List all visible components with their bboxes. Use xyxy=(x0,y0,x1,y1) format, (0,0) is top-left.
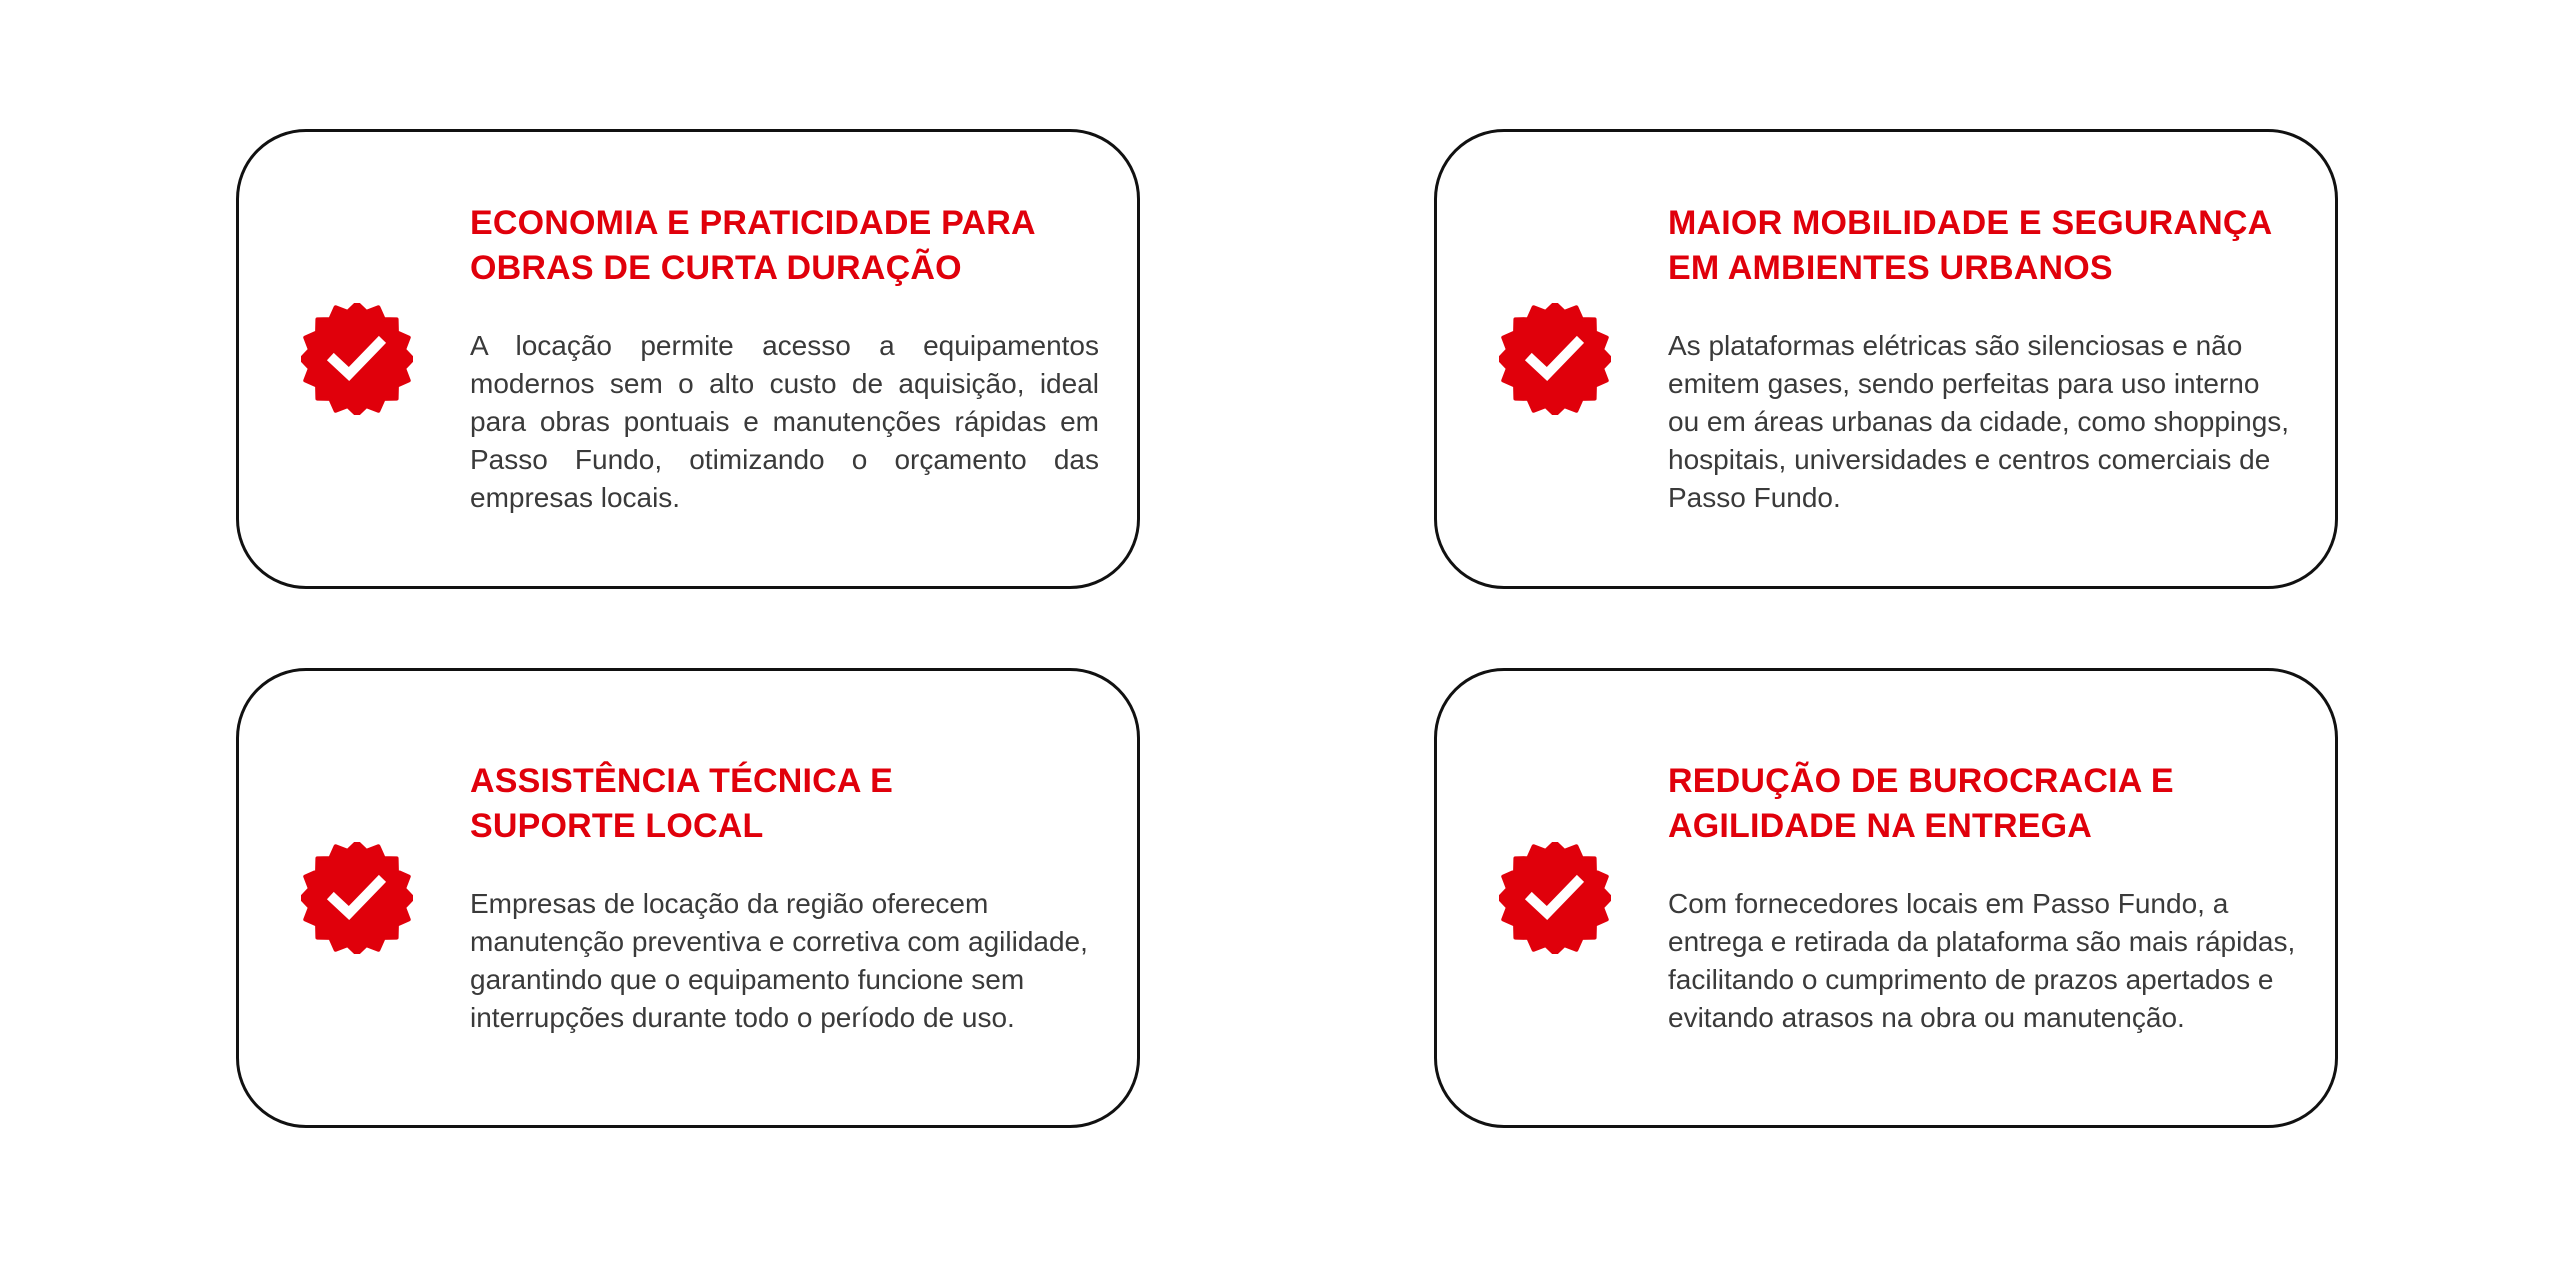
card-title-line-1: ECONOMIA E PRATICIDADE PARA xyxy=(470,204,1036,242)
card-description: A locação permite acesso a equipamentos modernos sem o alto custo de aquisição, ideal para obras pontuais e manutenções rápidas em Passo Fundo, otimizando o orçamento das empresas locais. xyxy=(470,330,1099,513)
card-title-line-2: EM AMBIENTES URBANOS xyxy=(1668,249,2113,287)
card-title-line-1: ASSISTÊNCIA TÉCNICA E xyxy=(470,762,893,800)
benefit-card-assistencia xyxy=(236,668,1140,1128)
card-description: As plataformas elétricas são silenciosas e não emitem gases, sendo perfeitas para uso interno ou em áreas urbanas da cidade, como shoppings, hospitais, universidades e centros comerciais de Passo Fundo. xyxy=(1668,330,2290,513)
card-title-line-1: REDUÇÃO DE BUROCRACIA E xyxy=(1668,762,2174,800)
card-title-line-2: SUPORTE LOCAL xyxy=(470,807,764,845)
card-title xyxy=(470,759,1099,849)
benefit-card-burocracia xyxy=(1434,668,2338,1128)
benefit-card-economia xyxy=(236,129,1140,589)
check-badge-icon xyxy=(301,842,413,954)
card-title-line-1: MAIOR MOBILIDADE E SEGURANÇA xyxy=(1668,204,2273,242)
card-title xyxy=(1668,201,2297,291)
check-badge-icon xyxy=(1499,842,1611,954)
card-content xyxy=(1668,759,2297,1037)
card-title-line-2: OBRAS DE CURTA DURAÇÃO xyxy=(470,249,962,287)
card-description: Empresas de locação da região oferecem manutenção preventiva e corretiva com agilidade, garantindo que o equipamento funcione sem interrupções durante todo o período de uso. xyxy=(470,888,1088,1033)
card-title xyxy=(1668,759,2297,849)
card-content xyxy=(1668,201,2297,517)
check-badge-icon xyxy=(1499,303,1611,415)
card-title-line-2: AGILIDADE NA ENTREGA xyxy=(1668,807,2092,845)
card-title xyxy=(470,201,1099,291)
card-description: Com fornecedores locais em Passo Fundo, a entrega e retirada da plataforma são mais rápidas, facilitando o cumprimento de prazos apertados e evitando atrasos na obra ou manutenção. xyxy=(1668,888,2296,1033)
card-content xyxy=(470,201,1099,517)
check-badge-icon xyxy=(301,303,413,415)
benefit-card-mobilidade xyxy=(1434,129,2338,589)
card-content xyxy=(470,759,1099,1037)
